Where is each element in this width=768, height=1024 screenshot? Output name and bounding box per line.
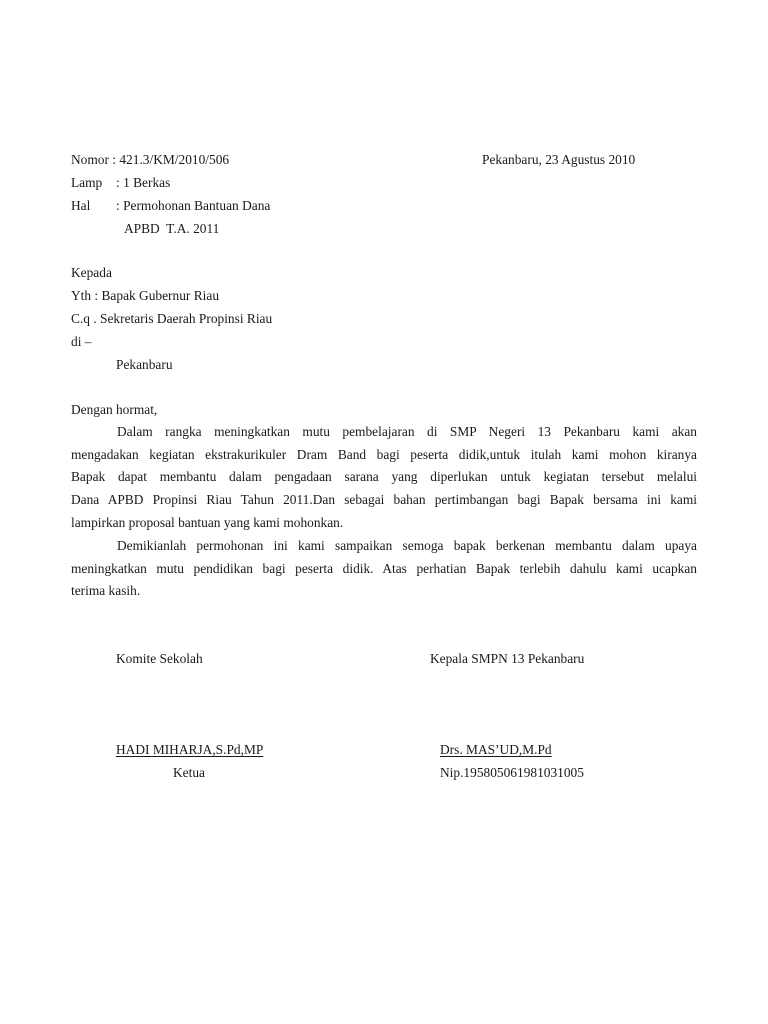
paragraph-1 (71, 421, 697, 535)
lamp-value: 1 Berkas (123, 175, 171, 190)
para2-line-1: Demikianlah permohonan ini kami sampaikan semoga bapak berkenan membantu dalam upaya (117, 538, 697, 553)
recipient-yth: Yth : Bapak Gubernur Riau (71, 288, 220, 303)
nomor-label: Nomor (71, 152, 109, 167)
para1-line-1: Dalam rangka meningkatkan mutu pembelajaran di SMP Negeri 13 Pekanbaru kami akan (117, 424, 697, 439)
hal-value-line: : Permohonan Bantuan Dana (116, 198, 271, 213)
hal-label: Hal (71, 198, 91, 213)
recipient-di: di – (71, 334, 92, 349)
nomor-value: 421.3/KM/2010/506 (119, 152, 230, 167)
recipient-cq: C.q . Sekretaris Daerah Propinsi Riau (71, 311, 273, 326)
para2-line-2: meningkatkan mutu pendidikan bagi peserta didik. Atas perhatian Bapak terlebih dahulu kami ucapkan (71, 560, 697, 576)
signature-left-name: HADI MIHARJA,S.Pd,MP (116, 742, 264, 757)
para1-line-5: lampirkan proposal bantuan yang kami mohonkan. (71, 514, 344, 530)
salutation: Dengan hormat, (71, 402, 158, 417)
para1-line-2: mengadakan kegiatan ekstrakurikuler Dram Band bagi peserta didik,untuk itulah kami mohon kiranya (71, 446, 697, 462)
paragraph-2 (71, 535, 697, 603)
kepada: Kepada (71, 265, 112, 280)
para1-line-4: Dana APBD Propinsi Riau Tahun 2011.Dan sebagai bahan pertimbangan bagi Bapak bersama ini kami (71, 492, 697, 508)
signature-left-role: Ketua (173, 765, 205, 780)
lamp-value-line: : 1 Berkas (116, 175, 171, 190)
para1-line-3: Bapak dapat membantu dalam pengadaan sarana yang diperlukan untuk kegiatan tersebut melalui (71, 469, 697, 485)
lamp-label: Lamp (71, 175, 103, 190)
recipient-city: Pekanbaru (116, 357, 173, 372)
hal-value-1: Permohonan Bantuan Dana (123, 198, 271, 213)
nomor-line: Nomor : 421.3/KM/2010/506 (71, 152, 230, 167)
signature-right-name: Drs. MAS’UD,M.Pd (440, 742, 552, 757)
signature-left-title: Komite Sekolah (116, 651, 203, 666)
signature-right-title: Kepala SMPN 13 Pekanbaru (430, 651, 585, 666)
signature-right-nip: Nip.195805061981031005 (440, 765, 584, 780)
para2-line-3: terima kasih. (71, 583, 141, 599)
place-date: Pekanbaru, 23 Agustus 2010 (482, 152, 636, 167)
hal-value-2: APBD T.A. 2011 (124, 221, 220, 236)
